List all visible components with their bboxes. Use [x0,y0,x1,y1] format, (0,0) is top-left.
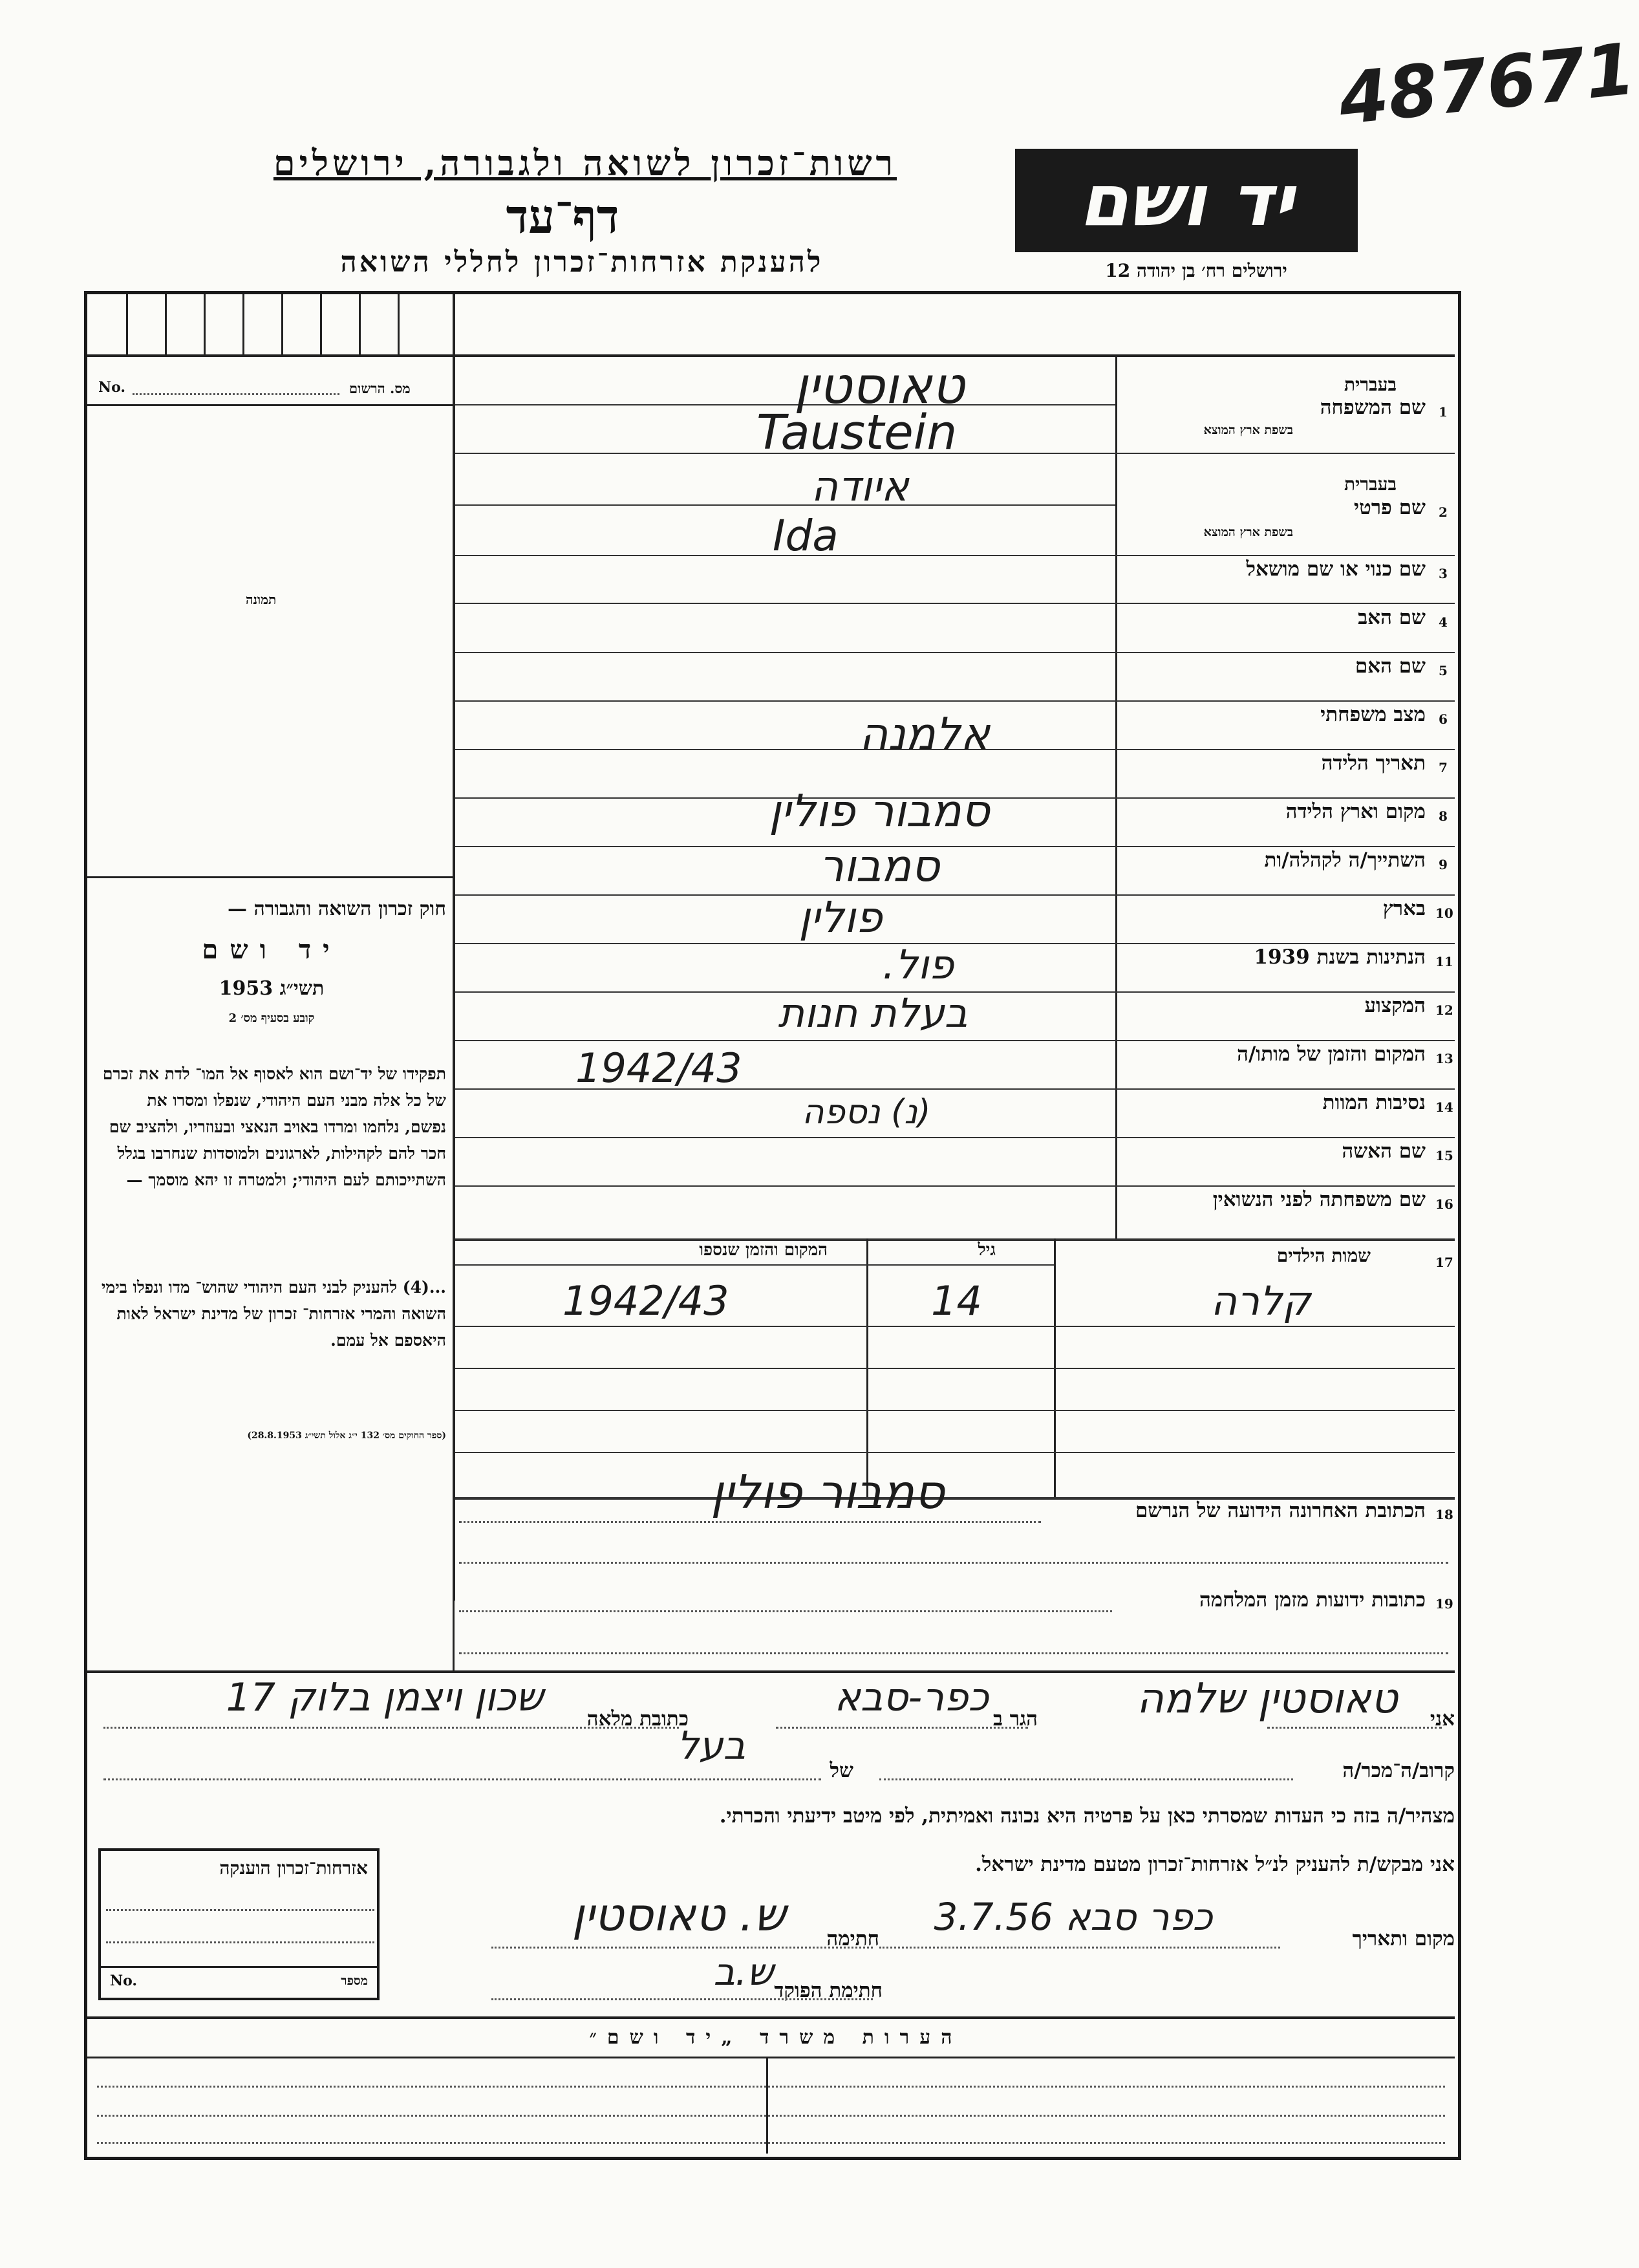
field-label-5: שם האם [1355,654,1426,678]
field-label-2: שם פרטי [1353,496,1426,519]
field-label-15: שם האשה [1342,1139,1426,1163]
yad-vashem-logo [1015,149,1358,252]
child-age: 14 [931,1277,982,1324]
field-label-10: בארץ [1382,897,1426,920]
firstname-hebrew-value: איודה [811,463,909,511]
photo-label: תמונה [246,592,277,607]
field-label-6: מצב משפחתי [1320,703,1426,726]
tick-strip [87,294,453,356]
field-sub-origin-2: בשפת ארץ המוצא [1203,525,1293,539]
field-label-13: המקום והזמן של מותו/ה [1237,1042,1426,1066]
field-label-4: שם האב [1358,606,1426,629]
decl-city: כפר-סבא [834,1675,989,1720]
child-place-time: 1942/43 [562,1277,729,1324]
law-year: תשי״ג 1953 [219,977,325,1000]
stamp-no-label: No. [110,1972,138,1989]
decl-resides-label: הגר ב [992,1707,1038,1731]
citizenship-value: פול. [882,941,954,988]
decl-address: שכון ויצמן בלוק 17 [226,1675,544,1720]
declarant-name: טאוסטין שלמה [1137,1675,1398,1723]
org-line: רשות־זכרון לשואה ולגבורה, ירושלים [273,142,897,184]
remarks-title: הערות משרד „יד ושם״ [589,2026,963,2049]
field-label-9: השתייך/ה לקהלה/ות [1264,848,1426,872]
field-label-12: המקצוע [1364,994,1426,1017]
form-title: דף־עד [506,189,619,244]
logo-text: יד ושם [1078,159,1294,242]
child-name: קלרה [1210,1277,1311,1324]
place-date-label: מקום ותאריך [1352,1927,1455,1950]
stamp-num-label: מספר [341,1974,368,1988]
official-sig-value: ש.ב [713,1950,774,1994]
official-sig-label: חתימת הפוקד [774,1979,883,2002]
firstname-origin-value: Ida [773,511,839,561]
law-ref: (ספר החוקים מס׳ 132 י״ג אלול תשי״ג 28.8.1953) [247,1431,446,1441]
profession-value: בעלת חנות [778,989,968,1037]
law-title: חוק זכרון השואה והגבורה — [228,898,446,920]
archive-number: 487671 [1334,27,1639,141]
stamp-title: אזרחות־זכרון הוענקה [219,1857,368,1879]
no-label: No. [98,379,126,396]
signature-value: ש. טאוסטין [572,1888,786,1941]
field-label-16: שם משפחתה לפני הנשואין [1212,1188,1426,1211]
reg-label: מס. הרשום [349,380,411,396]
death-place-value: 1942/43 [575,1044,742,1092]
law-para2: ...(4) להעניק לבני העם היהודי שהוש־ מדו ונפלו בימי השואה והמרי אזרחות־ זכרון של מדינת ישראל לאות היאספם אל עמם. [101,1278,446,1350]
field-label-3: שם כנוי או שם מושאל [1246,557,1426,581]
form-subtitle: להענקת אזרחות־זכרון לחללי השואה [340,246,824,279]
community-value: סמבור [819,841,940,892]
field-label-1: שם המשפחה [1320,396,1426,419]
death-circumstances-value: (נ) נספה [802,1093,931,1132]
surname-hebrew-value: טאוסטין [794,357,965,415]
children-names-header: שמות הילדים [1276,1245,1371,1266]
org-address: ירושלים רח׳ בן יהודה 12 [1105,260,1287,281]
decl-of-label: של [830,1759,853,1782]
citizenship-stamp-box [98,1848,380,2000]
decl-ani: אני [1430,1707,1455,1731]
children-age-header: גיל [978,1240,996,1260]
field-label-8: מקום וארץ הלידה [1285,800,1426,823]
field-sub-hebrew-1: בעברית [1344,374,1397,395]
decl-address-label: כתובת מלאה [586,1707,689,1731]
field-label-7: תאריך הלידה [1321,751,1426,775]
surname-origin-value: Taustein [756,405,958,460]
field-label-11: הנתינות בשנת 1939 [1254,945,1426,969]
field-sub-origin-1: בשפת ארץ המוצא [1203,423,1293,437]
decl-relation-label: קרוב/ה־מכר/ה [1342,1759,1455,1782]
wartime-address-label: כתובות ידועות מזמן המלחמה [1199,1588,1426,1612]
decl-relation: בעל [676,1723,746,1769]
law-clause: קובע בסעיף מס׳ 2 [228,1011,315,1025]
place-date-value: כפר סבא 3.7.56 [934,1895,1213,1939]
field-sub-hebrew-2: בעברית [1344,473,1397,495]
decl-statement: מצהיר/ה בזה כי העדות שמסרתי כאן על פרטיה היא נכונה ואמיתית, לפי מיטב ידיעתי והכרתי. [719,1804,1455,1828]
children-place-header: המקום והזמן שנספו [699,1240,828,1260]
marital-status-value: אלמנה [859,709,990,760]
decl-request: אני מבקש/ת להעניק לנ״ל אזרחות־זכרון מטעם מדינת ישראל. [975,1853,1455,1876]
signature-label: חתימה [826,1927,879,1950]
last-address-value: סמבור פולין [711,1465,945,1519]
country-value: פולין [798,892,883,942]
field-label-14: נסיבות המוות [1322,1091,1426,1114]
last-address-label: הכתובת האחרונה הידועה של הנרשם [1135,1499,1426,1522]
law-para1: תפקידו של יד־ושם הוא לאסוף אל המו־ לדת את זכרם של כל אלה מבני העם היהודי, שנפלו ומסרו את נפשם, נלחמו ומרדו באויב הנאצי ובעוזריו, ולהציב שם חכר להם לקהילות, לארגונים ולמוסדות שנחרבו בגלל השתייכותם לעם היהודי; ולמטרה זו יהא מוסמך — [102,1064,446,1189]
birthplace-value: סמבור פולין [769,786,990,837]
law-name: יד ושם [202,934,341,965]
